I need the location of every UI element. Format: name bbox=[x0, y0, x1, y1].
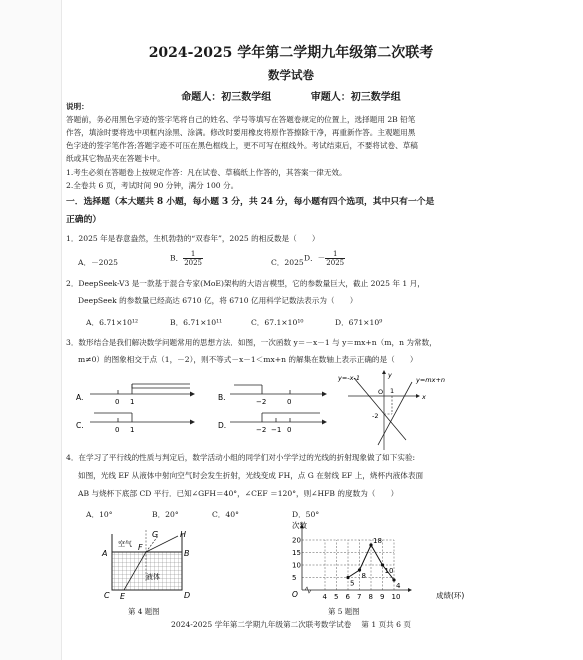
section1-heading: 一．选择题（本大题共 8 小题，每小题 3 分，共 24 分，每小题有四个选项，其中只有一个是 bbox=[66, 197, 435, 207]
chart-origin: O bbox=[292, 590, 298, 599]
data-label: 8 bbox=[361, 572, 366, 580]
x-tick-label: 9 bbox=[380, 593, 385, 601]
q2-option-a: A．6.71×10¹² bbox=[86, 318, 139, 327]
point-f: F bbox=[138, 543, 143, 552]
q4-line2: 如图，光线 EF 从液体中射向空气时会发生折射，光线变成 FH，点 G 在射线 EF 上，烧杯内液体表面 bbox=[78, 471, 424, 480]
point-h: H bbox=[180, 530, 187, 539]
q1-d-fraction bbox=[325, 250, 345, 267]
page-footer: 2024-2025 学年第二学期九年级第二次联考数学试卷 第 1 页共 6 页 bbox=[170, 620, 412, 629]
q2-line1: 2．DeepSeek-V3 是一款基于混合专家(MoE)架构的大语言模型，它的参数量巨大，截止 2025 年 1 月， bbox=[66, 279, 425, 288]
q3-b-label: B. bbox=[218, 393, 226, 402]
figure4-beaker bbox=[98, 522, 228, 604]
point-e: E bbox=[120, 592, 126, 601]
y-tick-label: 15 bbox=[292, 549, 301, 557]
air-label: 空气 bbox=[118, 540, 132, 548]
q2-option-b: B．6.71×10¹¹ bbox=[170, 318, 223, 327]
q3-c-tick0: 0 bbox=[115, 426, 120, 434]
y-tick-label: 10 bbox=[292, 561, 301, 570]
notes-line3: 色字迹的签字笔作答;答题字迹不可压在黑色框线上，更不可写在框线外。考试结束后，不要将试卷、草稿 bbox=[66, 141, 418, 150]
point-d: D bbox=[184, 591, 191, 600]
data-label: 10 bbox=[384, 567, 394, 575]
q3-a-label: A. bbox=[76, 393, 84, 402]
q4-option-b: B．20° bbox=[152, 510, 179, 519]
x-tick-label: 10 bbox=[391, 593, 401, 601]
q2-line2: DeepSeek 的参数量已经高达 6710 亿，将 6710 亿用科学记数法表示为（ ） bbox=[78, 296, 358, 305]
x-tick-label: 8 bbox=[368, 593, 373, 601]
notes-line2: 作答，填涂时要将选中项框内涂黑、涂满。修改时要用橡皮将原作答擦除干净，再重新作答。主观题用黑 bbox=[66, 128, 416, 137]
q3-d-tickm2: −2 bbox=[256, 426, 267, 434]
q1-d-num: 1 bbox=[325, 250, 345, 259]
q3-c-label: C. bbox=[76, 421, 84, 430]
q3-b-numberline bbox=[230, 385, 327, 406]
q3-figures bbox=[66, 370, 516, 452]
notes-line4: 纸或其它物品夹在答题卡中。 bbox=[66, 154, 165, 163]
notes-item2: 2.全卷共 6 页，考试时间 90 分钟，满分 100 分。 bbox=[66, 181, 239, 190]
figure5-caption: 第 5 题图 bbox=[328, 607, 360, 616]
q1-b-num: 1 bbox=[183, 250, 203, 259]
q3-d-numberline bbox=[230, 413, 327, 434]
q1-option-d bbox=[304, 250, 345, 267]
point-b: B bbox=[184, 549, 190, 558]
q3-a-numberline bbox=[90, 384, 195, 406]
q3-d-tickm1: −1 bbox=[271, 426, 282, 434]
q1-stem: 1．2025 年是春意盎然，生机勃勃的“双春年”，2025 的相反数是（ ） bbox=[66, 234, 320, 243]
q3-b-tick0: 0 bbox=[287, 398, 292, 406]
notes-line1: 答题前，务必用黑色字迹的签字笔将自己的姓名、学号等填写在答题卷规定的位置上，选择题用 2B 铅笔 bbox=[66, 115, 416, 124]
q3-x: x bbox=[422, 393, 426, 401]
reviewer: 审题人：初三数学组 bbox=[310, 92, 401, 103]
exam-subject: 数学试卷 bbox=[268, 68, 314, 82]
figure4-caption: 第 4 题图 bbox=[128, 607, 160, 616]
point-c: C bbox=[104, 591, 110, 600]
q3-function-graph bbox=[337, 370, 445, 450]
chart-marks bbox=[346, 537, 401, 590]
point-g: G bbox=[152, 530, 159, 539]
setter: 命题人：初三数学组 bbox=[181, 92, 272, 103]
q3-line2-label: y=mx+n bbox=[416, 376, 446, 384]
q1-b-den: 2025 bbox=[184, 259, 203, 267]
q4-option-a: A．10° bbox=[86, 510, 113, 519]
q3-c-tick1: 1 bbox=[130, 426, 135, 434]
q3-d-tick0: 0 bbox=[287, 426, 292, 434]
q3-a-tick0: 0 bbox=[115, 398, 120, 406]
exam-title: 2024-2025 学年第二学期九年级第二次联考 bbox=[148, 45, 434, 61]
data-label: 18 bbox=[373, 537, 382, 545]
q1-option-b bbox=[170, 250, 203, 267]
q3-origin: O bbox=[378, 388, 384, 396]
x-axis-arrow bbox=[408, 588, 412, 592]
q2-option-d: D．671×10⁹ bbox=[335, 318, 383, 327]
q3-line2: m≠0）的图象相交于点（1，－2），则不等式－x－1＜mx+n 的解集在数轴上表示正确的是（ ） bbox=[78, 355, 418, 364]
x-tick-label: 6 bbox=[345, 593, 350, 601]
liquid-region bbox=[112, 552, 182, 590]
section1-heading-cont: 正确的） bbox=[66, 215, 102, 225]
point-a: A bbox=[102, 549, 108, 558]
q3-y: y bbox=[388, 371, 392, 379]
x-tick-label: 5 bbox=[334, 593, 339, 601]
figure5-chart bbox=[286, 520, 486, 604]
q3-c-numberline bbox=[90, 413, 195, 434]
liquid-label: 液体 bbox=[146, 573, 160, 581]
q3-line1-label: y=-x-1 bbox=[338, 374, 360, 382]
notes-item1: 1.考生必须在答题卷上按规定作答：凡在试卷、草稿纸上作答的，其答案一律无效。 bbox=[66, 168, 347, 177]
q3-d-label: D. bbox=[218, 421, 227, 430]
page-content bbox=[66, 0, 516, 660]
q3-line1: 3．数形结合是我们解决数学问题常用的思想方法．如图，一次函数 y＝－x－1 与 y＝mx+n（m，n 为常数， bbox=[66, 338, 437, 347]
q4-line1: 4．在学习了平行线的性质与判定后，数学活动小组的同学们对小学学过的光线的折射现象做了如下实验: bbox=[66, 453, 416, 462]
q3-b-tickm2: −2 bbox=[256, 398, 267, 406]
x-tick-label: 4 bbox=[322, 593, 327, 601]
q1-option-a: A．－2025 bbox=[78, 258, 118, 267]
viewer-sidebar bbox=[0, 0, 62, 660]
q1-d-label: D．－ bbox=[304, 253, 326, 263]
q4-option-d: D．50° bbox=[292, 510, 320, 519]
exam-authors bbox=[66, 88, 516, 103]
q3-one: 1 bbox=[390, 387, 395, 395]
q3-m2: -2 bbox=[372, 412, 379, 420]
q1-b-fraction bbox=[183, 250, 203, 267]
q1-d-den: 2025 bbox=[326, 259, 345, 267]
data-label: 5 bbox=[350, 579, 355, 588]
y-tick-label: 5 bbox=[292, 574, 297, 582]
q1-option-c: C．2025 bbox=[271, 258, 304, 267]
chart-grid bbox=[302, 540, 394, 590]
notes-heading: 说明： bbox=[66, 102, 89, 111]
chart-ylabel: 次数 bbox=[292, 521, 307, 530]
q1-b-label: B． bbox=[170, 253, 184, 263]
q3-a-tick1: 1 bbox=[130, 398, 135, 406]
data-label: 4 bbox=[396, 582, 401, 590]
q4-option-c: C．40° bbox=[212, 510, 239, 519]
y-tick-label: 20 bbox=[292, 536, 301, 545]
chart-xlabel: 成绩(环) bbox=[436, 591, 465, 600]
q4-line3: AB 与烧杯下底部 CD 平行．已知∠GFH＝40°，∠CEF ＝120°，则∠HFB 的度数为（ ） bbox=[78, 489, 399, 498]
q2-option-c: C．67.1×10¹⁰ bbox=[251, 318, 304, 327]
x-tick-label: 7 bbox=[357, 593, 362, 601]
